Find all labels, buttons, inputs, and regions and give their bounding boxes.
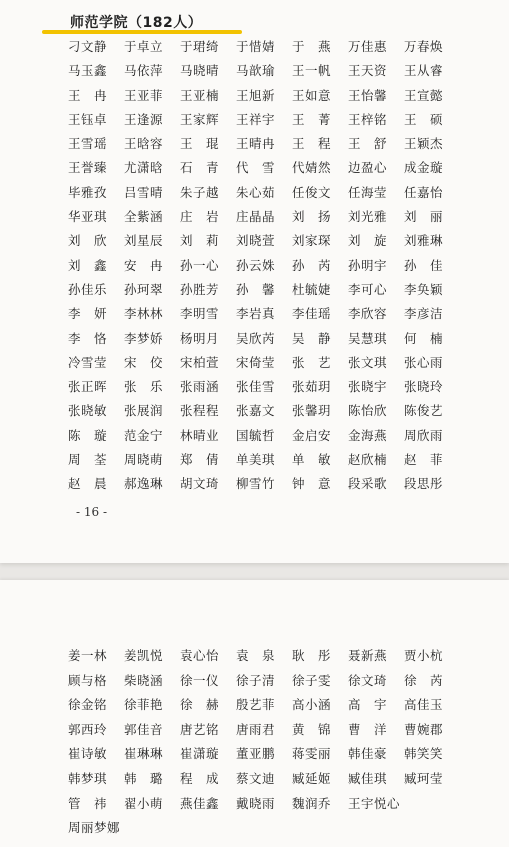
name-entry: 万佳惠 bbox=[348, 39, 388, 54]
name-entry: 单美琪 bbox=[236, 452, 276, 468]
name-entry: 任海莹 bbox=[348, 184, 388, 200]
name-entry: 张文琪 bbox=[348, 354, 388, 370]
name-entry: 石 青 bbox=[180, 160, 220, 176]
name-entry: 刘 莉 bbox=[180, 233, 220, 249]
name-entry: 国毓哲 bbox=[236, 427, 276, 443]
name-entry: 陈 璇 bbox=[68, 427, 108, 443]
name-entry: 王亚楠 bbox=[180, 87, 220, 103]
name-entry: 刘 旋 bbox=[348, 233, 388, 249]
name-entry: 马晓晴 bbox=[180, 63, 220, 79]
name-entry: 朱子越 bbox=[180, 184, 220, 200]
name-entry: 郑 倩 bbox=[180, 452, 220, 468]
name-entry: 代 雪 bbox=[236, 160, 276, 176]
name-entry bbox=[404, 795, 460, 820]
name-entry: 张雨涵 bbox=[180, 379, 220, 395]
name-entry: 金启安 bbox=[292, 427, 332, 443]
name-entry: 蒋雯丽 bbox=[292, 746, 332, 762]
name-entry: 庄晶晶 bbox=[236, 209, 276, 225]
name-entry: 于卓立 bbox=[124, 39, 164, 54]
name-entry: 刘晓萱 bbox=[236, 233, 276, 249]
name-entry: 张佳雪 bbox=[236, 379, 276, 395]
name-entry: 王亚菲 bbox=[124, 87, 164, 103]
name-entry: 吴欣芮 bbox=[236, 330, 276, 346]
name-entry: 王一帆 bbox=[292, 63, 332, 79]
name-entry: 吕雪晴 bbox=[124, 184, 164, 200]
name-entry: 王 冉 bbox=[68, 87, 108, 103]
name-entry: 李彦洁 bbox=[404, 306, 444, 322]
name-entry: 李 恪 bbox=[68, 330, 108, 346]
name-entry: 张展润 bbox=[124, 403, 164, 419]
name-entry: 魏润乔 bbox=[292, 795, 332, 811]
name-entry: 徐子雯 bbox=[292, 672, 332, 688]
name-entry: 刘 扬 bbox=[292, 209, 332, 225]
name-entry: 华亚琪 bbox=[68, 209, 108, 225]
name-entry: 黄 锦 bbox=[292, 721, 332, 737]
name-entry: 周 荃 bbox=[68, 452, 108, 468]
name-entry: 全紫涵 bbox=[124, 209, 164, 225]
name-entry: 张茹玥 bbox=[292, 379, 332, 395]
name-entry: 臧珂莹 bbox=[404, 770, 444, 786]
name-entry: 袁 泉 bbox=[236, 648, 276, 663]
name-entry: 高小涵 bbox=[292, 697, 332, 713]
name-entry: 臧佳琪 bbox=[348, 770, 388, 786]
name-entry: 徐 芮 bbox=[404, 672, 444, 688]
name-entry: 朱心茹 bbox=[236, 184, 276, 200]
name-entry: 陈俊艺 bbox=[404, 403, 444, 419]
name-entry: 胡文琦 bbox=[180, 476, 220, 492]
name-entry: 于珺绮 bbox=[180, 39, 220, 54]
name-entry: 徐 赫 bbox=[180, 697, 220, 713]
name-entry: 周晓萌 bbox=[124, 452, 164, 468]
name-entry: 董亚鹏 bbox=[236, 746, 276, 762]
name-entry: 张晓敏 bbox=[68, 403, 108, 419]
name-entry: 李奂颖 bbox=[404, 281, 444, 297]
name-entry: 王家辉 bbox=[180, 111, 220, 127]
name-entry: 李林林 bbox=[124, 306, 164, 322]
name-entry: 郝逸琳 bbox=[124, 476, 164, 492]
name-entry: 徐金铭 bbox=[68, 697, 108, 713]
name-entry: 张嘉文 bbox=[236, 403, 276, 419]
name-entry: 万春焕 bbox=[404, 39, 444, 54]
name-entry: 孙佳乐 bbox=[68, 281, 108, 297]
name-entry: 韩佳豪 bbox=[348, 746, 388, 762]
name-entry: 任俊文 bbox=[292, 184, 332, 200]
name-entry: 杜毓婕 bbox=[292, 281, 332, 297]
name-entry: 李可心 bbox=[348, 281, 388, 297]
name-entry: 刘 鑫 bbox=[68, 257, 108, 273]
name-entry: 王 琨 bbox=[180, 136, 220, 152]
name-entry: 孙 芮 bbox=[292, 257, 332, 273]
name-entry: 王晗容 bbox=[124, 136, 164, 152]
name-entry: 金海燕 bbox=[348, 427, 388, 443]
name-entry: 臧延姬 bbox=[292, 770, 332, 786]
name-entry: 刘雅琳 bbox=[404, 233, 444, 249]
name-entry: 王晴冉 bbox=[236, 136, 276, 152]
name-entry: 崔琳琳 bbox=[124, 746, 164, 762]
name-entry: 赵 菲 bbox=[404, 452, 444, 468]
name-entry: 李佳瑶 bbox=[292, 306, 332, 322]
name-entry: 王雪瑶 bbox=[68, 136, 108, 152]
name-entry: 姜一林 bbox=[68, 648, 108, 663]
name-entry: 陈怡欣 bbox=[348, 403, 388, 419]
name-entry: 宋倚莹 bbox=[236, 354, 276, 370]
name-entry: 李 妍 bbox=[68, 306, 108, 322]
name-entry: 韩梦琪 bbox=[68, 770, 108, 786]
name-entry: 张 艺 bbox=[292, 354, 332, 370]
name-entry: 崔潇璇 bbox=[180, 746, 220, 762]
name-entry: 贾小杭 bbox=[404, 648, 444, 663]
name-entry: 徐文琦 bbox=[348, 672, 388, 688]
name-entry: 徐子清 bbox=[236, 672, 276, 688]
name-entry: 马玉鑫 bbox=[68, 63, 108, 79]
name-entry: 王逢源 bbox=[124, 111, 164, 127]
name-entry: 宋 佼 bbox=[124, 354, 164, 370]
name-entry: 刘 欣 bbox=[68, 233, 108, 249]
name-entry: 王 舒 bbox=[348, 136, 388, 152]
name-entry: 于惜婧 bbox=[236, 39, 276, 54]
name-entry: 马歆瑜 bbox=[236, 63, 276, 79]
name-entry: 郭西玲 bbox=[68, 721, 108, 737]
name-entry: 杨明月 bbox=[180, 330, 220, 346]
name-entry: 赵欣楠 bbox=[348, 452, 388, 468]
name-entry: 李欣容 bbox=[348, 306, 388, 322]
name-entry: 庄 岩 bbox=[180, 209, 220, 225]
name-entry: 姜凯悦 bbox=[124, 648, 164, 663]
name-entry: 李梦娇 bbox=[124, 330, 164, 346]
name-entry: 安 冉 bbox=[124, 257, 164, 273]
name-entry: 刘光雅 bbox=[348, 209, 388, 225]
name-entry: 于 燕 bbox=[292, 39, 332, 54]
name-entry: 何 楠 bbox=[404, 330, 444, 346]
name-entry: 孙 佳 bbox=[404, 257, 444, 273]
name-entry: 王旭新 bbox=[236, 87, 276, 103]
name-entry: 王 程 bbox=[292, 136, 332, 152]
name-entry: 段采歌 bbox=[348, 476, 388, 492]
name-entry: 李明雪 bbox=[180, 306, 220, 322]
section-title: 师范学院（182人） bbox=[70, 15, 203, 31]
page-number: - 16 - bbox=[76, 505, 108, 519]
name-entry: 赵 晨 bbox=[68, 476, 108, 492]
name-entry: 曹婉郡 bbox=[404, 721, 444, 737]
name-entry: 尤潇晗 bbox=[124, 160, 164, 176]
name-entry: 顾与格 bbox=[68, 672, 108, 688]
name-entry: 唐艺铭 bbox=[180, 721, 220, 737]
name-entry: 袁心怡 bbox=[180, 648, 220, 663]
name-entry: 燕佳鑫 bbox=[180, 795, 220, 811]
name-entry: 宋柏萱 bbox=[180, 354, 220, 370]
name-entry: 马依萍 bbox=[124, 63, 164, 79]
name-entry: 王宇悦心 bbox=[348, 795, 401, 811]
name-entry: 王钰卓 bbox=[68, 111, 108, 127]
name-entry: 唐雨君 bbox=[236, 721, 276, 737]
name-entry: 孙云姝 bbox=[236, 257, 276, 273]
name-entry: 徐菲艳 bbox=[124, 697, 164, 713]
name-entry: 孙一心 bbox=[180, 257, 220, 273]
name-entry: 刘 丽 bbox=[404, 209, 444, 225]
name-entry: 冷雪莹 bbox=[68, 354, 108, 370]
name-entry: 蔡文迪 bbox=[236, 770, 276, 786]
name-entry: 韩笑笑 bbox=[404, 746, 444, 762]
name-entry: 周丽梦娜 bbox=[68, 820, 121, 836]
name-entry: 王祥宇 bbox=[236, 111, 276, 127]
name-entry: 张馨玥 bbox=[292, 403, 332, 419]
name-entry: 管 祎 bbox=[68, 795, 108, 811]
name-entry: 柴晓涵 bbox=[124, 672, 164, 688]
name-entry: 程 成 bbox=[180, 770, 220, 786]
name-entry: 张晓玲 bbox=[404, 379, 444, 395]
name-entry: 段思彤 bbox=[404, 476, 444, 492]
name-entry: 张程程 bbox=[180, 403, 220, 419]
name-entry: 林晴业 bbox=[180, 427, 220, 443]
name-entry: 韩 璐 bbox=[124, 770, 164, 786]
name-entry: 曹 洋 bbox=[348, 721, 388, 737]
name-entry: 代婧然 bbox=[292, 160, 332, 176]
name-entry: 王从睿 bbox=[404, 63, 444, 79]
name-entry: 吴慧琪 bbox=[348, 330, 388, 346]
name-entry: 王怡馨 bbox=[348, 87, 388, 103]
name-entry: 单 敏 bbox=[292, 452, 332, 468]
name-entry: 钟 意 bbox=[292, 476, 332, 492]
name-entry: 戴晓雨 bbox=[236, 795, 276, 811]
name-entry: 王誉臻 bbox=[68, 160, 108, 176]
name-entry: 徐一仪 bbox=[180, 672, 220, 688]
name-entry: 崔诗敏 bbox=[68, 746, 108, 762]
name-entry: 聂新燕 bbox=[348, 648, 388, 663]
name-entry: 王 硕 bbox=[404, 111, 444, 127]
name-entry: 范金宁 bbox=[124, 427, 164, 443]
name-entry: 王颖杰 bbox=[404, 136, 444, 152]
name-entry: 孙明宇 bbox=[348, 257, 388, 273]
name-entry: 王宣懿 bbox=[404, 87, 444, 103]
name-entry: 耿 彤 bbox=[292, 648, 332, 663]
name-entry: 王 菁 bbox=[292, 111, 332, 127]
name-entry: 高 宇 bbox=[348, 697, 388, 713]
name-entry: 张正晖 bbox=[68, 379, 108, 395]
name-entry: 王天资 bbox=[348, 63, 388, 79]
name-entry: 张 乐 bbox=[124, 379, 164, 395]
name-entry: 刘家琛 bbox=[292, 233, 332, 249]
name-entry: 李岩真 bbox=[236, 306, 276, 322]
name-entry: 任嘉怡 bbox=[404, 184, 444, 200]
name-entry: 郭佳音 bbox=[124, 721, 164, 737]
name-entry: 毕雅孜 bbox=[68, 184, 108, 200]
name-entry: 高佳玉 bbox=[404, 697, 444, 713]
name-entry: 边盈心 bbox=[348, 160, 388, 176]
name-entry: 王梓铭 bbox=[348, 111, 388, 127]
name-entry: 殷艺菲 bbox=[236, 697, 276, 713]
name-entry: 张晓宇 bbox=[348, 379, 388, 395]
name-entry: 刘星辰 bbox=[124, 233, 164, 249]
name-entry: 孙珂翠 bbox=[124, 281, 164, 297]
name-entry: 孙 馨 bbox=[236, 281, 276, 297]
name-entry: 柳雪竹 bbox=[236, 476, 276, 492]
name-list-page-1 bbox=[68, 38, 460, 500]
name-entry: 刁文静 bbox=[68, 39, 108, 54]
name-entry: 吴 静 bbox=[292, 330, 332, 346]
name-entry: 王如意 bbox=[292, 87, 332, 103]
name-entry: 周欣雨 bbox=[404, 427, 444, 443]
name-entry: 张心雨 bbox=[404, 354, 444, 370]
name-entry: 翟小萌 bbox=[124, 795, 164, 811]
name-entry: 成金璇 bbox=[404, 160, 444, 176]
name-entry: 孙胜芳 bbox=[180, 281, 220, 297]
name-list-page-2 bbox=[68, 647, 460, 844]
